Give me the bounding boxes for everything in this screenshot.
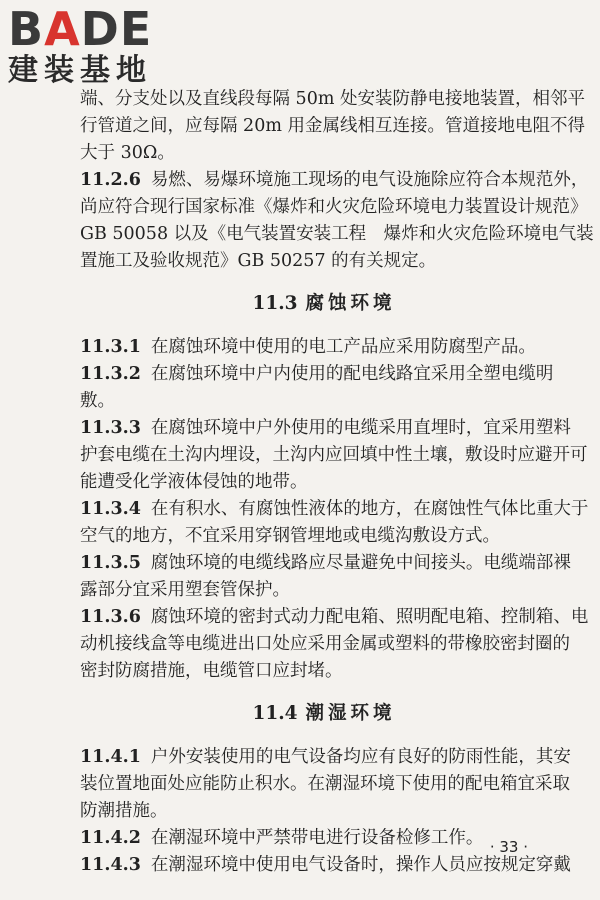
clause-text: 在腐蚀环境中户内使用的配电线路宜采用全塑电缆明 (150, 364, 554, 384)
clause-11-3-2 (80, 361, 568, 388)
text-line: 行管道之间，应每隔 20m 用金属线相互连接。管道接地电阻不得 (80, 116, 585, 136)
text-line: 密封防腐措施，电缆管口应封堵。 (80, 661, 343, 681)
bade-logo (8, 2, 178, 90)
clause-text: 易燃、易爆环境施工现场的电气设施除应符合本规范外， (150, 170, 589, 190)
clause-11-3-1 (80, 334, 568, 361)
clause-text: 腐蚀环境的密封式动力配电箱、照明配电箱、控制箱、电 (150, 607, 589, 627)
document-body (80, 86, 594, 879)
clause-11-3-6 (80, 604, 589, 631)
text-line: 端、分支处以及直线段每隔 50m 处安装防静电接地装置，相邻平 (80, 89, 585, 109)
clause-11-4-3 (80, 852, 571, 879)
text-line: 能遭受化学液体侵蚀的地带。 (80, 472, 308, 492)
text-line: 敷。 (80, 391, 115, 411)
clause-text: 在潮湿环境中使用电气设备时，操作人员应按规定穿戴 (150, 855, 571, 875)
text-line: 动机接线盒等电缆进出口处应采用金属或塑料的带橡胶密封圈的 (80, 634, 570, 654)
clause-number: 11.3.4 (80, 499, 141, 519)
clause-11-3-4 (80, 496, 589, 523)
clause-text: 腐蚀环境的电缆线路应尽量避免中间接头。电缆端部裸 (150, 553, 571, 573)
clause-text: 在潮湿环境中严禁带电进行设备检修工作。 (150, 828, 484, 848)
clause-number: 11.3.2 (80, 364, 141, 384)
text-line: 装位置地面处应能防止积水。在潮湿环境下使用的配电箱宜采取 (80, 774, 570, 794)
text-line: GB 50058 以及《电气装置安装工程 爆炸和火灾危险环境电气装 (80, 224, 594, 244)
clause-text: 户外安装使用的电气设备均应有良好的防雨性能，其安 (150, 747, 571, 767)
page-number: · 33 · (489, 838, 528, 856)
text-line: 防潮措施。 (80, 801, 168, 821)
clause-text: 在有积水、有腐蚀性液体的地方，在腐蚀性气体比重大于 (150, 499, 589, 519)
section-title: 潮湿环境 (305, 703, 396, 724)
clause-number: 11.4.3 (80, 855, 141, 875)
text-line: 空气的地方，不宜采用穿钢管埋地或电缆沟敷设方式。 (80, 526, 500, 546)
logo-accent-letter: A (44, 2, 81, 56)
section-number: 11.3 (252, 293, 298, 314)
logo-subtitle: 建装基地 (8, 53, 152, 88)
text-line: 尚应符合现行国家标准《爆炸和火灾危险环境电力装置设计规范》 (80, 197, 588, 217)
clause-number: 11.3.1 (80, 337, 141, 357)
clause-number: 11.3.6 (80, 607, 141, 627)
section-heading-11-3 (80, 290, 568, 318)
clause-text: 在腐蚀环境中户外使用的电缆采用直埋时，宜采用塑料 (150, 418, 571, 438)
clause-number: 11.2.6 (80, 170, 141, 190)
logo-wordmark: BADE (8, 2, 153, 56)
text-line: 大于 30Ω。 (80, 143, 175, 163)
text-line: 置施工及验收规范》GB 50257 的有关规定。 (80, 251, 437, 271)
text-line: 护套电缆在土沟内埋设，土沟内应回填中性土壤，敷设时应避开可 (80, 445, 588, 465)
clause-text: 在腐蚀环境中使用的电工产品应采用防腐型产品。 (150, 337, 536, 357)
clause-number: 11.4.1 (80, 747, 141, 767)
clause-11-4-1 (80, 744, 571, 771)
clause-number: 11.3.3 (80, 418, 141, 438)
clause-number: 11.3.5 (80, 553, 141, 573)
clause-11-2-6 (80, 167, 589, 194)
section-title: 腐蚀环境 (305, 293, 396, 314)
section-number: 11.4 (252, 703, 298, 724)
section-heading-11-4 (80, 700, 568, 728)
clause-11-3-5 (80, 550, 571, 577)
clause-11-3-3 (80, 415, 571, 442)
text-line: 露部分宜采用塑套管保护。 (80, 580, 290, 600)
clause-number: 11.4.2 (80, 828, 141, 848)
